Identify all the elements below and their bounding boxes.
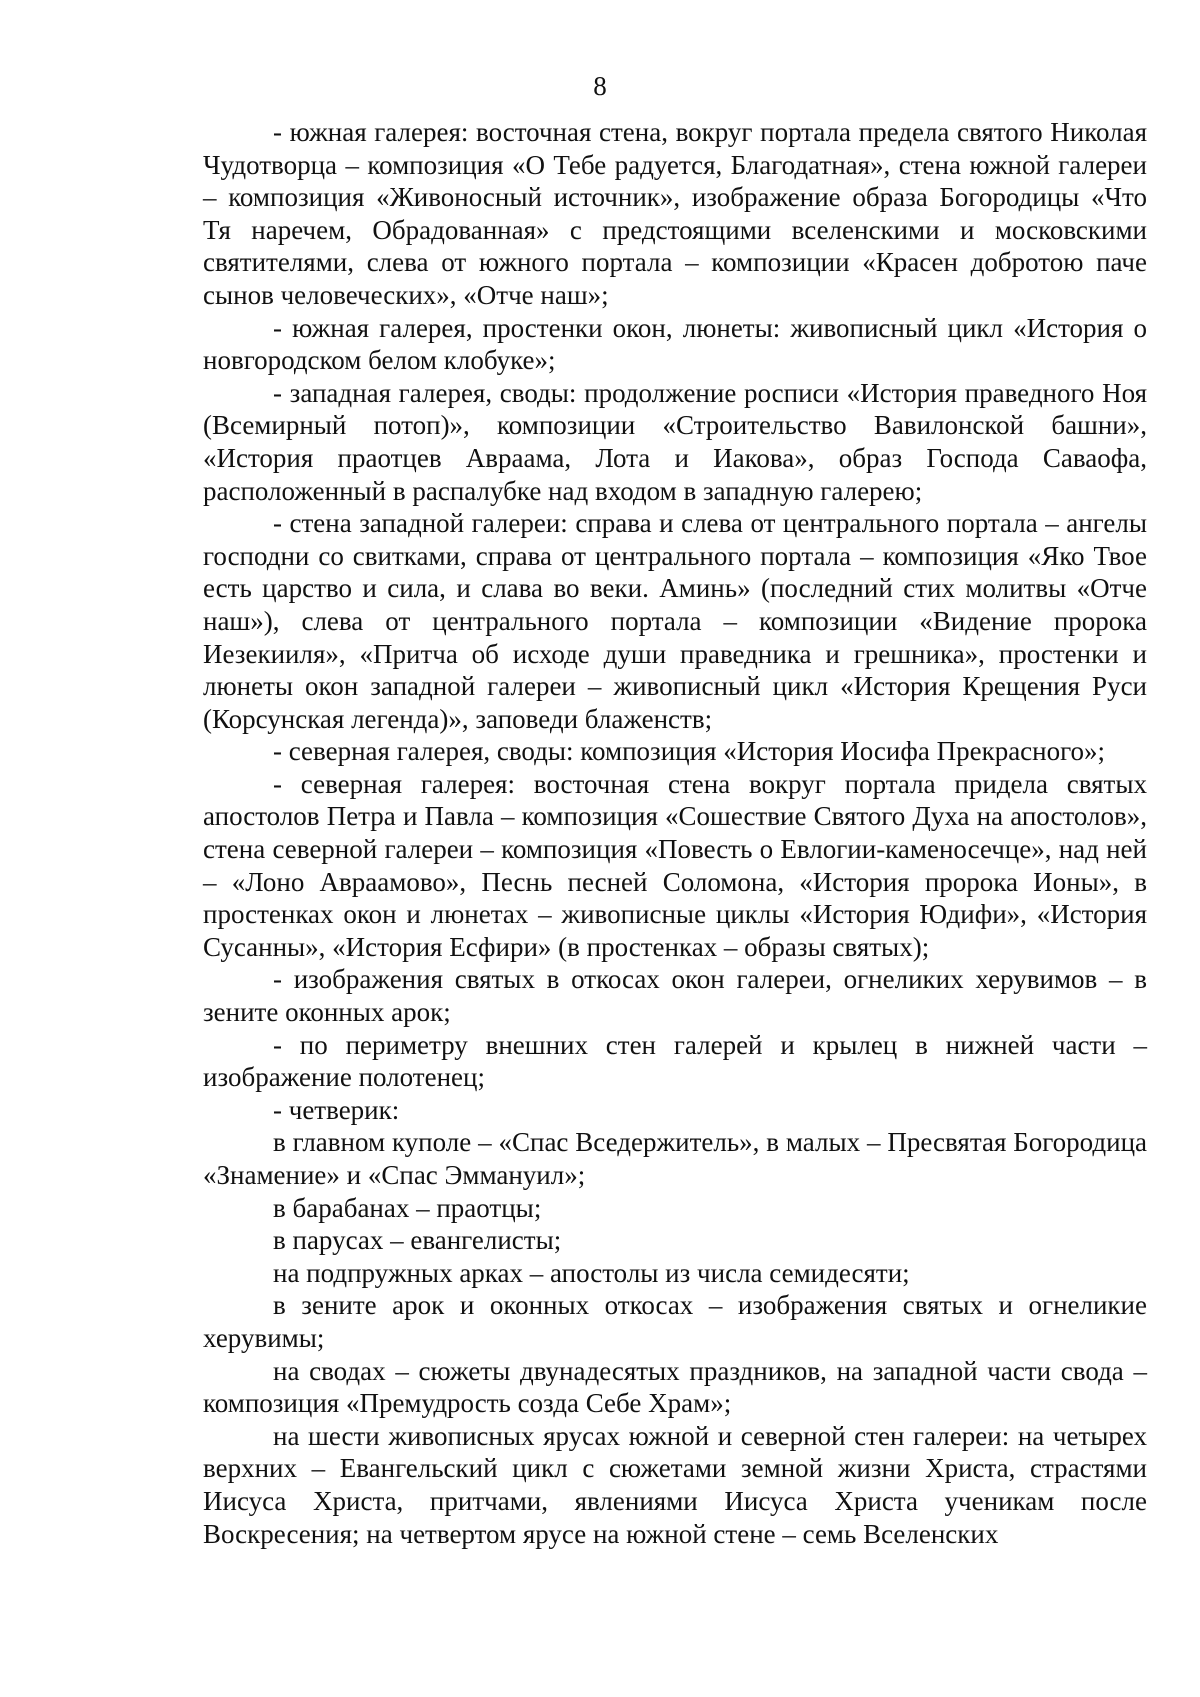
paragraph-drums: в барабанах – праотцы; (273, 1192, 542, 1223)
paragraph-west-gallery-vaults: - западная галерея, своды: продолжение росписи «История праведного Ноя (Всемирный потоп)», композиции «Строительство Вавилонской башни», «История праотцев Авраама, Лота и Иакова», образ Господа Саваофа, расположенный в распалубке над входом в западную галерею; (203, 377, 1147, 506)
paragraph-arch-zeniths: в зените арок и оконных откосах – изображения святых и огнеликие херувимы; (203, 1290, 1147, 1353)
paragraph-vaults-feasts: на сводах – сюжеты двунадесятых праздников, на западной части свода – композиция «Премудрость созда Себе Храм»; (203, 1355, 1147, 1419)
document-body (203, 116, 1147, 1550)
paragraph-main-dome: в главном куполе – «Спас Вседержитель», в малых – Пресвятая Богородица «Знамение» и «Спас Эммануил»; (203, 1127, 1147, 1190)
paragraph-north-gallery-east-wall: - северная галерея: восточная стена вокруг портала придела святых апостолов Петра и Павла – композиция «Сошествие Святого Духа на апостолов», стена северной галереи – композиция «Повесть о Евлогии-каменосечце», над ней – «Лоно Авраамово», Песнь песней Соломона, «История пророка Ионы», в простенках окон и люнетах – живописные циклы «История Юдифи», «История Сусанны», «История Есфири» (в простенках – образы святых); (203, 768, 1147, 962)
paragraph-six-tiers: на шести живописных ярусах южной и северной стен галереи: на четырех верхних – Евангельский цикл с сюжетами земной жизни Христа, страстями Иисуса Христа, притчами, явлениями Иисуса Христа ученикам после Воскресения; на четвертом ярусе на южной стене – семь Вселенских (203, 1420, 1147, 1549)
page-number: 8 (593, 71, 607, 101)
paragraph-window-slopes-saints: - изображения святых в откосах окон галереи, огнеликих херувимов – в зените оконных арок; (203, 964, 1147, 1028)
paragraph-girth-arches: на подпружных арках – апостолы из числа семидесяти; (273, 1257, 910, 1288)
paragraph-west-gallery-wall: - стена западной галереи: справа и слева от центрального портала – ангелы господни со свитками, справа от центрального портала – композиция «Яко Твое есть царство и сила, и слава во веки. Аминь» (последний стих молитвы «Отче наш»), слева от центрального портала – композиции «Видение пророка Иезекииля», «Притча об исходе души праведника и грешника», простенки и люнеты окон западной галереи – живописный цикл «История Крещения Руси (Корсунская легенда)», заповеди блаженств; (203, 508, 1147, 734)
paragraph-south-gallery-east-wall: - южная галерея: восточная стена, вокруг портала предела святого Николая Чудотворца – композиция «О Тебе радуется, Благодатная», стена южной галереи – композиция «Живоносный источник», изображение образа Богородицы «Что Тя наречем, Обрадованная» с предстоящими вселенскими и московскими святителями, слева от южного портала – композиции «Красен добротою паче сынов человеческих», «Отче наш»; (203, 117, 1147, 310)
paragraph-towels-perimeter: - по периметру внешних стен галерей и крылец в нижней части – изображение полотенец; (203, 1029, 1147, 1093)
paragraph-north-gallery-vaults: - северная галерея, своды: композиция «История Иосифа Прекрасного»; (273, 736, 1106, 767)
paragraph-south-gallery-window-piers: - южная галерея, простенки окон, люнеты: живописный цикл «История о новгородском белом клобуке»; (203, 312, 1147, 376)
paragraph-pendentives: в парусах – евангелисты; (273, 1225, 562, 1256)
paragraph-chetverik-heading: - четверик: (273, 1094, 400, 1125)
